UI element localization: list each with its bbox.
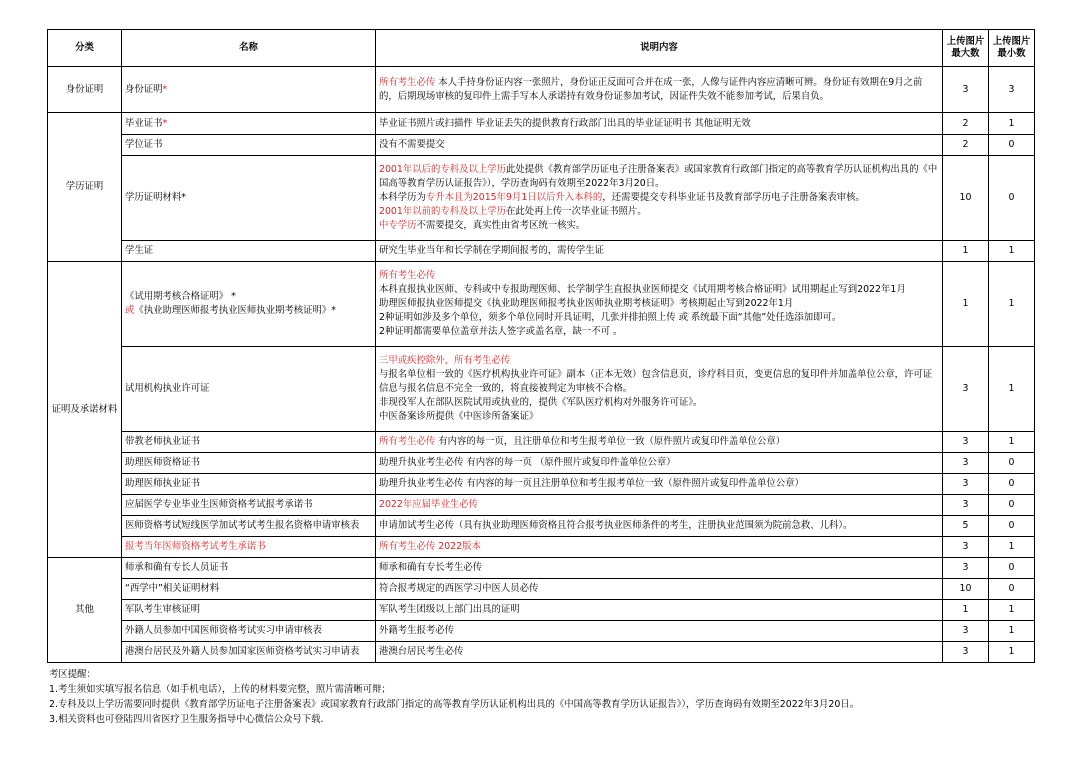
table-row [48,621,1035,642]
row-min: 1 [989,600,1035,621]
table-row [48,432,1035,453]
description-text: 2种证明如涉及多个单位，须多个单位同时开具证明，几张并排拍照上传 或 系统最下面“其他”处任选添加即可。 [379,312,842,323]
row-min: 1 [989,113,1035,135]
row-description [376,241,943,262]
section-education: 学历证明 [48,113,122,262]
table-row [48,579,1035,600]
table-row [48,347,1035,432]
description-text: 毕业证书照片或扫描件 毕业证丢失的提供教育行政部门出具的毕业证证明书 其他证明无效 [379,117,751,129]
row-max: 5 [943,516,989,537]
description-text: ，还需要提交专科毕业证书及教育部学历电子注册备案表审核。 [602,192,865,203]
row-name: 报考当年医师资格考试考生承诺书 [122,537,376,558]
row-max: 1 [943,600,989,621]
table-row [48,453,1035,474]
table-row [48,67,1035,113]
description-text: 2001年以后的专科及以上学历 [379,164,506,175]
row-description [376,156,943,241]
row-name: 助理医师资格证书 [122,453,376,474]
description-text: 所有考生必传 [379,270,436,281]
table-row [48,558,1035,579]
description-text: 军队考生团级以上部门出具的证明 [379,604,520,615]
description-text: 所有考生必传 [379,436,436,447]
description-text: 与报名单位相一致的《医疗机构执业许可证》副本（正本无效）包含信息页，诊疗科目页，变更信息的复印件并加盖单位公章，许可证信息与报名信息不完全一致的，将直接被判定为审核不合格。 [379,369,933,394]
row-max: 3 [943,558,989,579]
description-text: 三甲或疾控除外，所有考生必传 [379,355,511,366]
row-description [376,579,943,600]
description-text: 本科学历为 [379,192,426,203]
row-name: 应届医学专业毕业生医师资格考试报考承诺书 [122,495,376,516]
table-row [48,495,1035,516]
row-max: 3 [943,67,989,113]
description-text: 不需要提交，真实性由省考区统一核实。 [416,220,586,231]
table-row [48,156,1035,241]
row-min: 0 [989,474,1035,495]
row-name: 外籍人员参加中国医师资格考试实习申请审核表 [122,621,376,642]
row-min: 0 [989,156,1035,241]
section-id: 身份证明 [48,67,122,113]
header-max-images: 上传图片最大数 [943,30,989,67]
row-description [376,453,943,474]
note-item: 1.考生须如实填写报名信息（如手机电话），上传的材料要完整，照片需清晰可辩； [49,684,391,695]
row-name: 学生证 [122,241,376,262]
description-text: 所有考生必传 2022版本 [379,541,481,552]
note-item: 3.相关资料也可登陆四川省医疗卫生服务指导中心微信公众号下载. [49,714,324,725]
description-text: 研究生毕业当年和长学制在学期间报考的，需传学生证 [379,245,605,256]
description-text: 符合报考规定的西医学习中医人员必传 [379,583,539,594]
row-name-line2: 或《执业助理医师报考执业医师执业期考核证明》* [125,305,336,316]
header-category: 分类 [48,30,122,67]
row-min: 1 [989,432,1035,453]
section-other: 其他 [48,558,122,663]
row-name [122,262,376,347]
row-name-line1: 《试用期考核合格证明》 * [125,291,236,302]
row-description [376,558,943,579]
description-text: 中医备案诊所提供《中医诊所备案证》 [379,411,539,422]
description-text: 2022年应届毕业生必传 [379,499,478,510]
row-min: 1 [989,262,1035,347]
row-min: 3 [989,67,1035,113]
table-row [48,135,1035,156]
row-max: 3 [943,495,989,516]
row-description [376,67,943,113]
row-name: 助理医师执业证书 [122,474,376,495]
table-row [48,262,1035,347]
description-text: 助理升执业考生必传 有内容的每一页且注册单位和考生报考单位一致（原件照片或复印件盖单位公章） [379,478,804,489]
description-text: 此处提供《教育部学历证电子注册备案表》或国家教育行政部门指定的高等教育学历认证机构出具的《中国高等教育学历认证报告》），学历查询码有效期至2022年3月20日。 [379,164,938,189]
description-text: 所有考生必传 [379,76,436,88]
row-min: 0 [989,516,1035,537]
table-row [48,537,1035,558]
row-name: 带教老师执业证书 [122,432,376,453]
header-name: 名称 [122,30,376,67]
table-row [48,600,1035,621]
table-header-row [48,30,1035,67]
table-row [48,474,1035,495]
note-item: 2.专科及以上学历需要同时提供《教育部学历证电子注册备案表》或国家教育行政部门指定的高等教育学历认证机构出具的《中国高等教育学历认证报告》），学历查询码有效期至2022年3月20日。 [49,699,860,710]
row-min: 0 [989,558,1035,579]
row-max: 3 [943,474,989,495]
header-min-images: 上传图片最小数 [989,30,1035,67]
row-name: 试用机构执业许可证 [122,347,376,432]
row-name: 师承和确有专长人员证书 [122,558,376,579]
row-name: “西学中”相关证明材料 [122,579,376,600]
row-description [376,621,943,642]
row-min: 1 [989,241,1035,262]
row-description [376,495,943,516]
description-text: 专升本且为2015年9月1日以后升入本科的 [425,192,603,203]
notes-title: 考区提醒： [49,669,96,680]
description-text: 师承和确有专长考生必传 [379,562,483,573]
row-description [376,474,943,495]
row-max: 10 [943,579,989,600]
row-description [376,642,943,663]
row-max: 3 [943,642,989,663]
row-max: 3 [943,432,989,453]
table-row [48,642,1035,663]
row-max: 2 [943,113,989,135]
description-text: 外籍考生报考必传 [379,625,455,636]
row-name: 医师资格考试短线医学加试考试考生报名资格申请审核表 [122,516,376,537]
row-name: 毕业证书* [122,113,376,135]
row-max: 1 [943,241,989,262]
row-description [376,347,943,432]
row-name: 身份证明* [122,67,376,113]
exam-materials-table [47,29,1035,663]
section-certificates: 证明及承诺材料 [48,262,122,558]
row-max: 1 [943,262,989,347]
row-max: 3 [943,537,989,558]
row-description [376,262,943,347]
row-min: 1 [989,537,1035,558]
header-description: 说明内容 [376,30,943,67]
row-description [376,135,943,156]
description-text: 助理升执业考生必传 有内容的每一页 （原件照片或复印件盖单位公章） [379,457,676,468]
row-description [376,600,943,621]
row-max: 3 [943,621,989,642]
row-max: 2 [943,135,989,156]
description-text: 港澳台居民考生必传 [379,646,464,657]
row-min: 0 [989,495,1035,516]
row-description [376,432,943,453]
table-row [48,516,1035,537]
description-text: 有内容的每一页，且注册单位和考生报考单位一致（原件照片或复印件盖单位公章） [435,436,786,447]
row-max: 3 [943,347,989,432]
description-text: 助理医师报执业医师提交《执业助理医师报考执业医师执业期考核证明》考核期起止写到2022年1月 [379,298,794,309]
row-description [376,113,943,135]
description-text: 本人手持身份证内容一张照片，身份证正反面可合并在成一张，人像与证件内容应清晰可辨。身份证有效期在9月之前的，后期现场审核的复印件上需手写本人承诺持有效身份证参加考试，因证件失效不能参加考试，后果自负。 [379,76,923,102]
row-max: 10 [943,156,989,241]
row-name: 学位证书 [122,135,376,156]
exam-notes [49,667,859,727]
table-row [48,113,1035,135]
row-min: 1 [989,621,1035,642]
description-text: 申请加试考生必传（具有执业助理医师资格且符合报考执业医师条件的考生，注册执业范围须为院前急救、儿科）。 [379,520,853,531]
row-max: 3 [943,453,989,474]
row-name: 学历证明材料* [122,156,376,241]
description-text: 非现役军人在部队医院试用或执业的，提供《军队医疗机构对外服务许可证》。 [379,397,703,408]
row-min: 1 [989,347,1035,432]
description-text: 在此处再上传一次毕业证书照片。 [506,206,647,217]
row-name: 港澳台居民及外籍人员参加国家医师资格考试实习申请表 [122,642,376,663]
row-min: 0 [989,579,1035,600]
description-text: 本科直报执业医师、专科或中专报助理医师、长学制学生直报执业医师提交《试用期考核合格证明》试用期起止写到2022年1月 [379,284,906,295]
description-text: 2种证明都需要单位盖章并法人签字或盖名章，缺一不可 。 [379,326,623,337]
table-row [48,241,1035,262]
row-min: 1 [989,642,1035,663]
row-description [376,537,943,558]
description-text: 没有不需要提交 [379,139,445,150]
row-name: 军队考生审核证明 [122,600,376,621]
row-min: 0 [989,135,1035,156]
row-min: 0 [989,453,1035,474]
description-text: 2001年以前的专科及以上学历 [379,206,506,217]
row-description [376,516,943,537]
description-text: 中专学历 [379,220,417,231]
